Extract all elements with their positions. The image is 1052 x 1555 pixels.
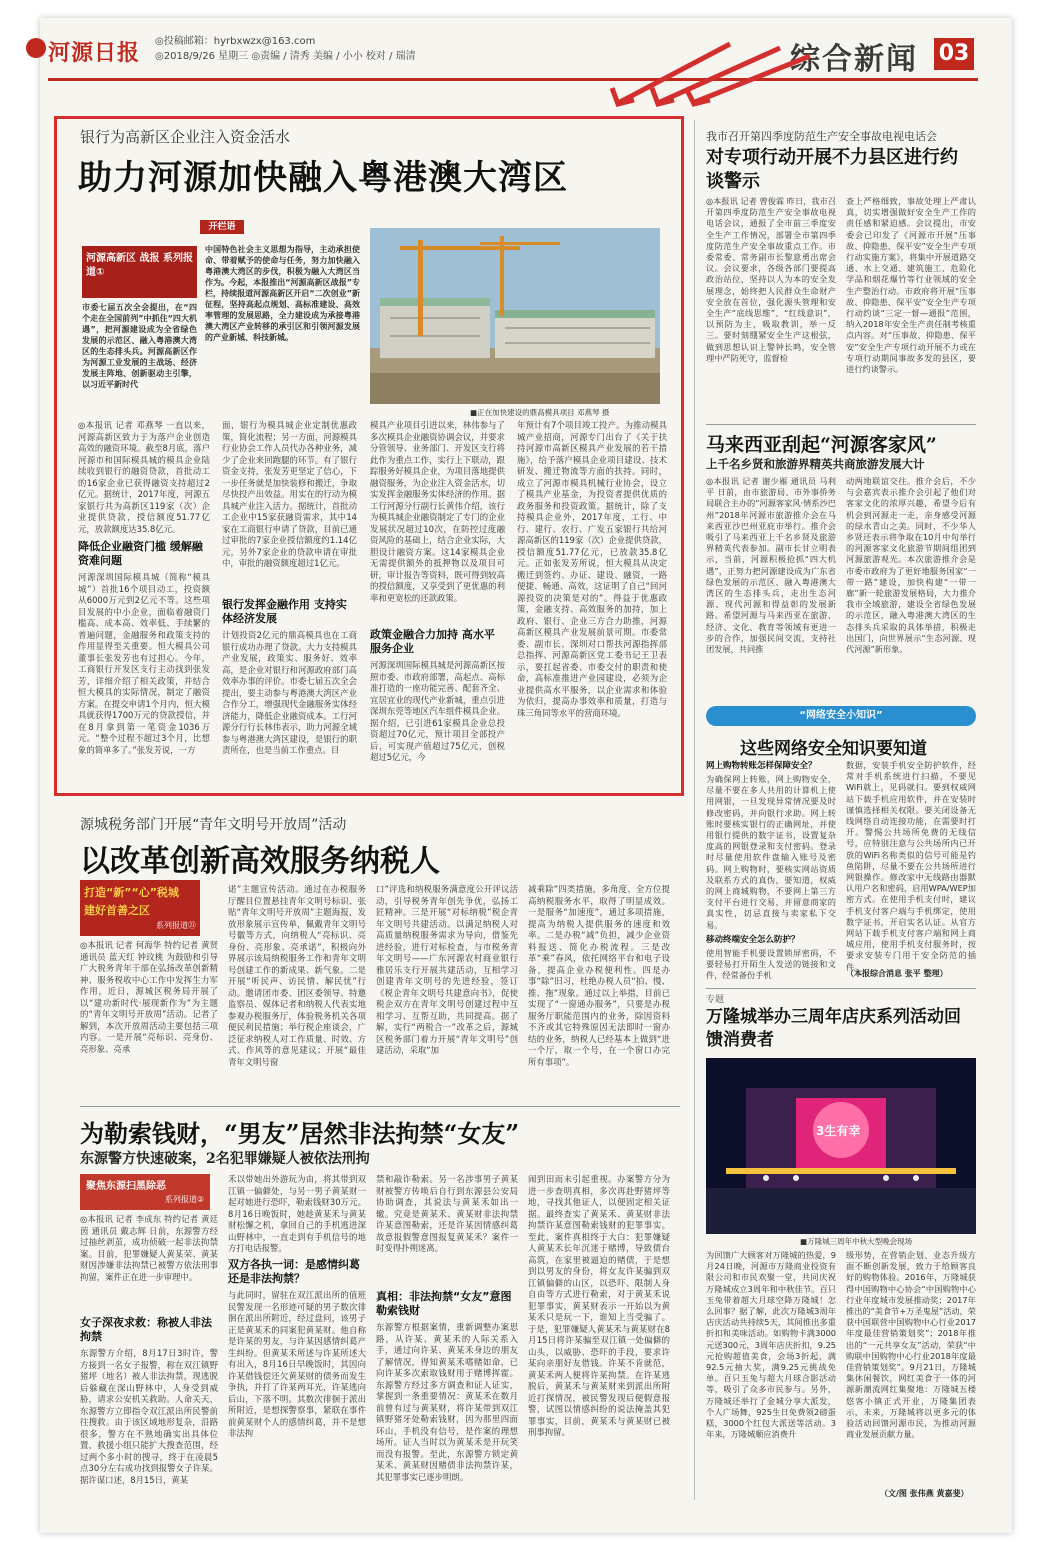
tax-badge-line2: 建好首善之区 [84,904,150,917]
police-subhead-2: 双方各执一词：是感情纠葛还是非法拘禁？ [228,1258,360,1285]
concert-photo-art [706,1058,976,1234]
lead-subhead-2: 银行发挥金融作用 支持实体经济发展 [222,598,347,625]
photo-caption: ■正在加快建设的鼎高模具项目 邓燕琴 摄 [470,408,610,417]
netsec-banner [706,706,976,726]
wanlong-col-2: 级形势，在营销企划、业态升级方面不断创新发展，致力于给顾客良好的购物体验。2016年，万隆城获得中国购物中心协会“中国购物中心行业年度城市发展推动奖；2017年推出的“美食节+万圣鬼屋”活动，荣获中国联营中国购物中心行业2017年度最佳营销策划奖”；2018年推出的“一元共享女友”活动，荣获“中购联中国购物中心行业2018年度最佳营销策划奖”。9月21日，万隆城集休闲餐饮，网红美食于一体的河源新潮流网红集聚地：万隆城五楼悠客小镇正式开业，万隆集团表示，未来，万隆城将以更多元的体验活动回馈河源市民，为推动河源商业发展贡献力量。 [846,1250,976,1440]
malaysia-subhead: 上千名乡贤和旅游界精英共商旅游发展大计 [706,457,925,471]
police-series-badge [80,1174,210,1210]
netsec-q1: 网上购物转账怎样保障安全？ [706,761,817,771]
tax-badge-line3: 系列报道㉑ [156,921,196,930]
newspaper-logo: 河源日报 [48,40,141,66]
police-headline: 为勒索钱财，“男友”居然非法拘禁“女友” [80,1119,520,1148]
intro-left: 市委七届五次全会提出，在“四个走在全国前列”中抓住“四大机遇”，把河源建设成为全省绿色发展的示范区、融入粤港澳大湾区的生态排头兵。河源高新区作为河源工业发展的主战场、经济发展主阵地、创新驱动主引擎，以习近平新时代 [82,303,197,389]
netsec-col-1: 为确保网上转账，网上购物安全，尽量不要在多人共用的计算机上使用网银，一旦发现异常情况要及时修改密码，并向银行求助。网上转账时要核实银行的正确网址，并使用银行提供的数字证书，设置复杂度高的网银登录和支付密码。登录时尽量使用软件盘输入账号及密码。网上购物时，要核实网站资质及联系方式的真伪，要知道，权威的网上商城购物，不要网上第三方支付平台进行交易，并留意商家的真实性，切忌直接与卖家私下交易。 [706,774,836,930]
masthead-rule [48,78,978,81]
lead-subhead-3: 政策金融合力加持 高水平服务企业 [370,628,495,655]
tax-col-4: 减乘除”四类措施，多角度、全方位提高纳税服务水平，取得了明显成效。一是服务“加速度”，通过多项措施，提高为纳税人提供服务的速度和效率。二是办税“减”负担，减少企业资料报送、简化办税流程。三是改革“乘”春风，依托网络平台和电子设备，提高企业办税便利性。四是办事“除”旧习，杜绝办税人员“拍、慢、推、拖”现象。通过以上举措，目前已实现了“一窗通办服务”，只要是办税服务厅职能范围内的业务，除因资料不齐或其它特殊原因无法即时一窗办结的业务，纳税人已经基本上做到“进一个厅，取一个号，在一个窗口办完所有事项”。 [528,884,670,1067]
safety-kicker: 我市召开第四季度防范生产安全事故电视电话会 [706,130,937,143]
netsec-col-1b: 使用智能手机要设置锁屏密码，不要轻易打开陌生人发送的链接和文件，经常备份手机 [706,948,836,981]
police-subhead-1: 女子深夜求救：称被人非法拘禁 [80,1316,212,1343]
annotation-arrows [600,40,820,120]
page-number: 03 [934,38,974,70]
lead-col-2: 面，银行为模具城企业定制优惠政策，简化流程；另一方面，河源模具行业协会工作人员代办各种业务，减少了企业来回跑腿的环节。有了银行资金支持，张发芳更坚定了信心，下一步任务就是加快装修和搬迁，争取尽快投产出效益。用实在的行动为模具城产业注入活力。据统计，首批动工企业中15家获融资需求，其中14家在工商银行申请了贷款，目前已通过审批的7家企业授信额度约1.14亿元，另外7家企业的贷款申请在审批中，审批的融资额度超过1亿元。 [222,420,357,568]
wanlong-credit: （文/图 张伟燕 黄嘉斐） [880,1489,969,1498]
police-col-4: 闹到田而未引起重视。办案警方分为进一步查明真相，多次再赴野猪坪等地，寻找其他证人，以便固定相关证据。最终查实了黄某禾、黄某财非法拘禁许某意图勒索钱财的犯罪事实。至此，案件真相终于大白：犯罪嫌疑人黄某禾长年沉迷于赌博，导致债台高筑，在家里被逼迫的赌债，于是想到以男友的身份，将女友许某骗到双江镇偏僻的山区，以恐吓、限制人身自由等方式进行勒索，对于黄某禾说犯罪事实，黄某财表示一开始以为黄某禾只是玩一下，谁知上当受骗了。于是，犯罪嫌疑人黄某禾与黄某财在8月15日将许某骗至双江镇一处偏僻的山头，以威胁、恐吓的手段，要求许某向亲朋好友借钱。许某不肯就范，黄某禾两人便将许某拘禁。在许某逃脱后，黄某禾与黄某财来到派出所附近打探情况，被民警发现后便假意报警，试图以情感纠纷的说法掩盖其犯罪事实，目前，黄某禾与黄某财已被刑事拘留。 [528,1174,670,1437]
lead-col-3: 模具产业项目引进以来，林伟参与了多次模具企业融资协调会议，并要求分管领导、业务部门、开发区支行将此作为重点工作，实行上下联动，跟踪服务好模具企业，为项目落地提供融资服务，为企业注入资金活水，切实发挥金融服务实体经济的作用。据工行河源分行副行长黄伟介绍，该行为模具城企业融资制定了专门的企业发展状况超过10次，在防控过度融资风险的基础上，结合企业实际，大胆设计融资方案。这14家模具企业无需提供额外的抵押物以及项目可研，审计报告等资料，既可得到较高的授信额度，又享受到了更优惠的利率和更宽松的还款政策。 [370,420,505,603]
police-subhead: 东源警方快速破案，2名犯罪嫌疑人被依法刑拘 [80,1151,370,1167]
netsec-credit: （本报综合消息 张平 整理） [846,969,948,978]
tax-col-2: 诺”主题宣传活动。通过在办税服务厅醒目位置悬挂青年文明号标识、张贴“青年文明号开放周”主题海报，发放形象展示宣传单，佩戴青年文明号号徽等方式，向纳税人“亮标识、亮身份、亮形象、亮承诺”，积极向外界展示该局纳税服务工作和青年文明号创建工作的新成果、新气象。二是开展“听民声、访民情、解民忧”行动。邀请团市委、团区委领导、特邀监察员、媒体记者和纳税人代表实地参观办税服务厅，体验税务机关各项便民利民措施；举行税企座谈会，广泛征求纳税人对工作质量、时效、方式、作风等的意见建议；开展“最佳青年文明号窗 [228,884,366,1067]
police-badge-line1: 聚焦东源扫黑除恶 [86,1181,166,1192]
safety-col-1: ◎本报讯 记者 曾俊霖 昨日，我市召开第四季度防范生产安全事故电视电话会议，通报了全市前三季度安全生产工作情况，部署全市第四季度防范生产安全事故重点工作。市委常委、常务副市长黎意勇出席会议。会议要求，各级各部门要提高政治站位，坚持以人为本的安全发展理念，始终把人民群众生命财产安全放在首位，强化源头管理和安全生产“底线思维”、“红线意识”，以预防为主，吸取教训，举一反三。要时刻绷紧安全生产这根弦，做到思想认识上警钟长鸣，安全管理中严防死守，监督检 [706,196,836,363]
malaysia-headline: 马来西亚刮起“河源客家风” [706,434,937,456]
lead-subhead-1: 降低企业融资门槛 缓解融资难问题 [78,540,203,567]
malaysia-col-2: 动两地联谊交往。推介会后，不少与会嘉宾表示推介会引起了他们对客家文化的浓厚兴趣，希望今后有机会到河源走一走，亲身感受河源的绿水青山之美。同时，不少华人乡贤还表示将争取在10月中旬举行的河源客家文化旅游节期间组团到河源旅游观光。本次旅游推介会是市委市政府为了更好地服务国家“一带一路”建设，加快构建“一带一廊”新一轮旅游发展格局，大力推介我市全域旅游，建设全省绿色发展的示范区，融入粤港澳大湾区的生态排头兵采取的具体举措，积极走出国门，向世界展示“生态河源、现代河源”新形象。 [846,476,976,655]
construction-photo [370,228,660,404]
netsec-q2: 移动终端安全怎么防护？ [706,935,800,945]
netsec-headline: 这些网络安全知识要知道 [740,739,927,759]
divider [80,1106,680,1107]
lead-col-3b: 河源深圳国际模具城是河源高新区按照市委、市政府部署，高起点、高标准打造的一座功能完善、配套齐全、宜居宜业的现代产业新城，重点引进深圳东莞等地区汽车组件模具企业。据介绍，已引进61家模具企业总投资超过70亿元，预计项目全部投产后，可实现产值超过75亿元，创税超过5亿元，今 [370,660,505,762]
intro-right: 中国特色社会主义思想为指导，主动承担使命、带着赋予的使命与任务，努力加快融入粤港澳大湾区的步伐，积极为融入大湾区当作为。今起，本报推出“河源高新区战报”专栏，持续报道河源高新区开启“二次创业”新征程，坚持高起点规划、高标准建设、高效率管理的发展思路，全力建设成为承接粤港澳大湾区产业转移的承引区和引领河源发展的产业新城、科技新城。 [205,245,360,342]
stage-title: 3生有幸 [816,1124,861,1138]
feature-tag: 专题 [706,995,725,1005]
newspaper-logo-icon [26,38,46,58]
series-badge [82,246,197,298]
tax-headline: 以改革创新高效服务纳税人 [80,844,440,879]
concert-caption: ■万隆城三周年中秋大型晚会现场 [800,1237,913,1246]
safety-col-2: 查上严格细致，事故处理上严肃认真，切实增强做好安全生产工作的责任感和紧迫感。会议提出，市安委会已印发了《河源市开展“压事故、抑隐患、保平安”安全生产专项行动实施方案》，将集中开展道路交通、水上交通、建筑施工、危险化学品和烟花爆竹等行业领域的安全生产整治行动。市政府将开展“压事故、抑隐患、保平安”安全生产专项行动约谈“三定一督—通报”范围，纳入2018年安全生产责任制考核重点内容。对“压事故、抑隐患、保平安”安全生产专项行动开展不力或在专项行动期间事故多发的县区，要进行约谈警示。 [846,196,976,375]
police-col-2b: 与此同时，留驻在双江派出所的值班民警发现一名形迹可疑的男子数次徘徊在派出所附近，经过盘问，该男子正是黄某禾的同案犯黄某财。他自称是许某的男友，与许某因感情纠葛产生纠纷。但黄某禾所述与许某所述大有出入，8月16日早晚饭时，其因向许某借钱偿还欠黄某财的债务而发生争执，并打了许某两耳光，许某逃向后山，下落不明。其数次徘徊于派出所附近，是想探警察事，紧联在事件前黄某财个人的感情纠葛，并不是想非法拘 [228,1290,366,1438]
malaysia-col-1: ◎本报讯 记者 谢少雁 通讯员 马利平 日前，由市旅游局、市外事侨务局联合主办的“河源客家风·情系沙巴州”2018年河源市旅游推介会在马来西亚沙巴州亚庇市举行。推介会吸引了马来西亚上千名乡贤及旅游界精英代表参加。副市长甘立明表示，当前，河源积极抢抓“四大机遇”，正努力把河源建设成为广东省绿色发展的示范区、融入粤港澳大湾区的生态排头兵，走出生态河源、现代河源和得益彰的发展新路。希望河源与马来西亚在旅游、经济、文化、教育等领域有更进一步的合作，加强民间交流，支持社团发展，共同推 [706,476,836,655]
police-col-3b: 东源警方根据案情，重新调整办案思路，从许某、黄某禾的人际关系入手，通过向许某、黄某禾身边的朋友了解情况，得知黄某禾嗜赌如命，已向许某多次索取钱财用于赌博挥霍。东源警方经过多方调查和证人证实，掌握到一条重要情况：黄某禾在数月前曾有过与黄某财，将许某带到双江镇野猪牙处勒索钱财，因为那里四面环山，手机没有信号，是作案的理想场所。证人当时以为黄某禾是开玩笑而没有报警。至此，东源警方锁定黄某禾、黄某财因赌债非法拘禁许某，其犯罪事实已逐步明朗。 [376,1322,518,1482]
police-col-3: 禁和敲诈勒索。另一名涉事男子黄某财被警方传唤后自行到东源县公安局协助调查，其说法与黄某禾如出一辙。究竟是黄某禾、黄某财非法拘禁许某意图勒索，还是许某因情感纠葛故意报假警意图报复黄某禾？案件一时变得扑朔迷离。 [376,1174,518,1253]
police-col-2: 禾以带她出外游玩为由，将其带到双江镇一偏僻处，与另一男子黄某财一起对她进行恐吓，勒索钱财30万元。8月16日晚饭时，她趁黄某禾与黄某财松懈之机，拿回自己的手机逃进深山野林中，一直走到有手机信号的地方打电话报警。 [228,1174,366,1253]
issue-date-line: ◎2018/9/26 星期三 ◎责编 / 清秀 美编 / 小小 校对 / 瑞清 [155,51,416,62]
police-col-1b: 东源警方介绍，8月17日3时许，警方接到一名女子报警，称在双江镇野猪坪（地名）被人非法拘禁，现逃脱后躲藏在深山野林中，人身受到威胁，请求公安机关救助。人命关天，东源警方立即指令双江派出所民警前往搜救。由于该区域地形复杂，沿路很多，警方在不熟地确实出具体位置，救援小组只能扩大搜查范围，经过两个多小时的搜寻，终于在凌晨5点30分左右成功找到报警女子许某。据许谋口述，8月15日，黄某 [80,1348,218,1485]
tax-kicker: 源城税务部门开展“青年文明号开放周”活动 [80,817,347,833]
wanlong-col-1: 为回馈广大顾客对万隆城的热爱，9月24日晚，河源市万隆商业投资有限公司和市民欢聚一堂，共同庆祝万隆城成立3周年和中秋佳节。百只玉兔带着超大月球空降万隆城！怎么回事？据了解，此次万隆城3周年店庆活动共持续5天，其间推出多重折扣和美味活动。如购物卡满3000元送300元，3周年店庆折扣，9.25元抢购超值美食，会场3折起，满92.5元抽大奖，满9.25元挑战免单。百只玉兔与超大月球合影活动等，吸引了众多市民参与。另外，万隆城还举行了金城分享大派发，个人广场舞，925生日免费领2磅蛋糕，3000个红包大派送等活动。3年来，万隆城顺应消费升 [706,1250,836,1440]
safety-headline: 对专项行动开展不力县区进行约谈警示 [706,147,958,192]
netsec-col-2: 数据，安装手机安全防护软件，经常对手机系统进行扫描，不要见WiFi就上，见码就扫。要到权威网站下载手机应用软件，并在安装时谨慎选择相关权限。要关闭设备无线网络自动连接功能，在需要时打开。警惕公共场所免费的无线信号，应特别注意与公共场所内已开放的WiFi名称类似的信号可能是钓鱼陷阱，尽量不要在公共场所进行网银操作。修改家中无线路由器默认用户名和密码，启用WPA/WEP加密方式。在使用手机支付时，建议手机支付客户端与手机绑定，使用数字证书，开启实名认证。从官方网站下载手机支付客户端和网上商城应用，使用手机支付服务时，按要求安装专门用于安全防范的插件。 [846,760,976,972]
netsec-badge: “网络安全小知识” [799,710,883,721]
lead-col-2b: 计划投资2亿元的鼎高模具也在工商银行成功办理了贷款。大力支持模具产业发展，政策实、服务好、效率高，是企业对银行和河源政府部门高效率办事的评价。市委七届五次全会提出，要主动参与粤港澳大湾区产业合作分工，增强现代金融服务实体经济能力，降低企业融资成本。工行河源分行行长林伟表示，助力河源全域参与粤港澳大湾区建设，是银行的职责所在，也是当前工作重点。目 [222,630,357,755]
lead-headline: 助力河源加快融入粤港澳大湾区 [78,158,568,198]
masthead-info [155,34,416,64]
divider [706,988,976,989]
lead-kicker: 银行为高新区企业注入资金活水 [80,128,291,146]
tax-badge-line1: 打造“新”“心”税城 [84,886,179,899]
tax-col-1: ◎本报讯 记者 何海华 特约记者 黄贤 通讯员 蓝天红 钟玟桃 为鼓励和引导广大税务青年干部在弘扬改革创新精神、服务税收中心工作中发挥生力军作用，近日，源城区税务局开展了以“建功新时代·展现新作为”为主题的“青年文明号开放周”活动。记者了解到，本次开放周活动主要包括三项内容。一是开展“亮标识、亮身份、亮形象、亮承 [80,940,218,1054]
concert-photo [706,1058,976,1234]
wanlong-headline: 万隆城举办三周年店庆系列活动回馈消费者 [706,1007,961,1050]
police-badge-line2: 系列报道② [164,1195,204,1204]
section-title: 综合新闻 [790,42,918,77]
column-divider [694,120,695,1500]
tax-series-badge [80,880,200,936]
police-col-1: ◎本报讯 记者 李成东 特约记者 黄廷茵 通讯员 戴志辉 日前，东源警方经过抽丝剥茧，成功侦破一起非法拘禁案。目前，犯罪嫌疑人黄某荣、黄某财因涉嫌非法拘禁已被警方依法刑事拘留，案件正在进一步审理中。 [80,1214,218,1282]
lead-col-1b: 河源深圳国际模具城（简称“模具城”）首批16个项目动工，投资额从6000万元到2亿元不等。这些项目发展的中小企业，面临着融资门槛高、成本高、效率低、手续繁的普遍问题，金融服务和政策支持的作用显得至关重要。恒大模具公司董事长张发芳也有过担心。今年，工商银行开发区支行主动找到张发芳，详细介绍了相关政策，并结合恒大模具的实际情况，制定了融资方案。在提交申请1个月内，恒大模具就获得1700万元的贷款授信，并在8月拿到第一笔资金1036万元。“整个过程不超过3个月，比想象的简单多了。”张发芳说，一方 [78,572,210,755]
police-subhead-3: 真相：非法拘禁“女友”意图勒索钱财 [376,1290,512,1317]
series-badge-text: 河源高新区 战报 系列报道① [86,253,193,278]
tax-col-3: 口”评选和纳税服务满意度公开评议活动，引导税务青年创先争优，弘扬工匠精神。三是开展“对标纳税”税企青年文明号共建活动。以满足纳税人对高质量纳税服务需求为导向，借鉴先进经验，进行对标检查，与市税务青年文明号——广东河源农村商业银行雅居乐支行开展共建活动，互相学习创建青年文明号的先进经验，签订《税企青年文明号共建意向书》，促使税企双方在青年文明号创建过程中互相学习、互帮互助，共同提高。据了解，实行“两税合一”改革之后，源城区税务部门着力开展“青年文明号”创建活动，采取“加 [376,884,518,1055]
lead-col-1: ◎本报讯 记者 邓燕琴 一直以来，河源高新区致力于为落户企业创造高效的融资环境。截至8月底，落户河源市和国际模具城的模具企业陆续收到银行的融资贷款，首批动工的16家企业已获得融资支持超过2亿元。据统计，2017年度，河源五家银行共为高新区119家（次）企业提供贷款，授信额度51.77亿元，放款额度达35.8亿元。 [78,420,210,534]
divider [706,424,976,425]
construction-photo-art [370,228,660,404]
contribution-email: ◎投稿邮箱：hyrbxwzx@163.com [155,36,316,47]
open-column-tag: 开栏语 [200,220,244,234]
lead-col-4: 年预计有7个项目竣工投产。为推动模具城产业招商，河源专门出台了《关于扶持河源市高新区模具产业发展的若干措施》，给予落户模具企业项目建设、技术研发、搬迁物流等方面的扶持。同时，成立了河源市模具机械行业协会，设立了模具产业基金，为投资者提供优质的政务服务和投资政策。据统计，除了支持模具企业外，2017年度，工行、中行、建行、农行、广发五家银行共给河源高新区的119家（次）企业提供贷款，授信额度51.77亿元，已放款35.8亿元。正如张发芳所说，恒大模具从决定搬迁到签约、办证、建设、融资，一路便捷、畅通、高效，这证明了自己“回河源投资的决策是对的”。得益于优惠政策，金融支持、高效服务的加持，加上政府、银行、企业三方合力助推，河源高新区模具产业发展前景可期。市委常委、副市长、深圳对口帮扶河源指挥部总指挥、河源高新区党工委书记王卫表示，要扛起省委、市委交付的职责和使命，高标准推进产业园建设，必须为企业提供高水平服务，以企业需求和体验为依归，提高办事效率和质量，打造与珠三角同等水平的营商环境。 [517,420,667,718]
